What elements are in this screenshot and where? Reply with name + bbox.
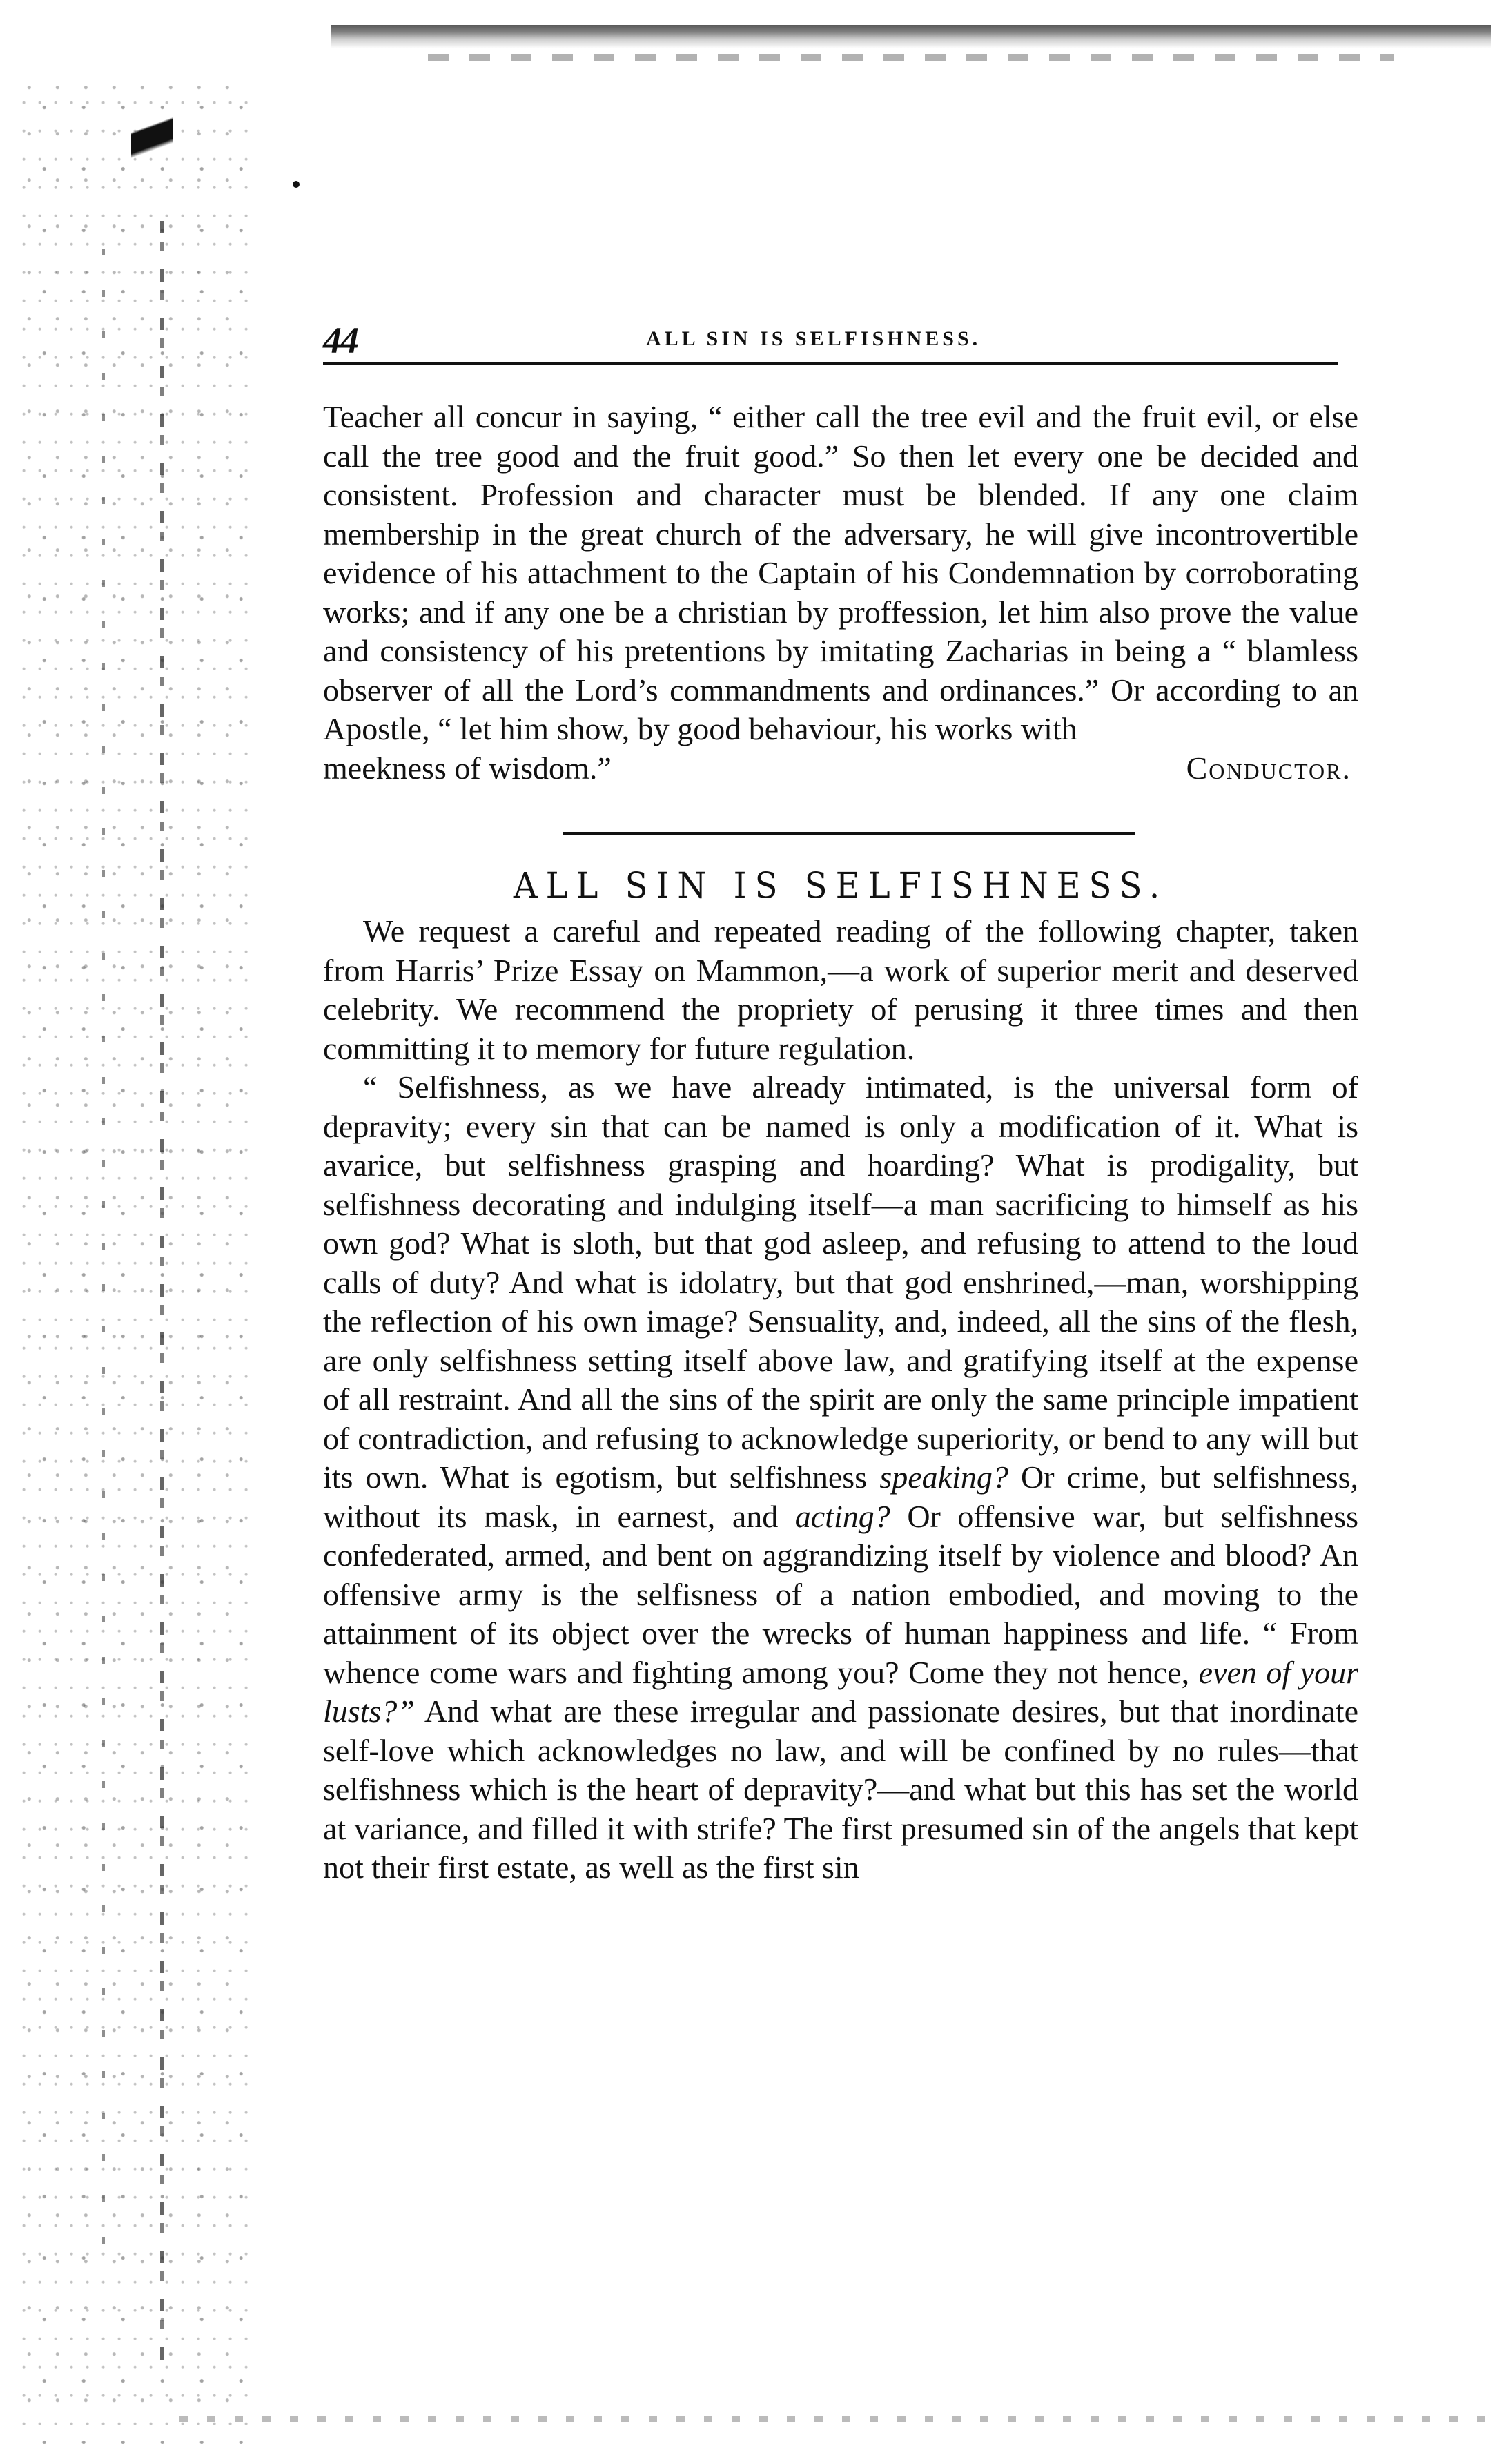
- quote-emphasis-lusts: even of your lusts?”: [323, 1654, 1358, 1729]
- quote-part-2: Or crime, but selfishness, without its mask, in earnest, and: [323, 1459, 1359, 1534]
- continued-last-line: meekness of wisdom.”: [323, 750, 612, 786]
- section-divider: [563, 832, 1135, 835]
- quote-emphasis-acting: acting?: [794, 1498, 890, 1534]
- running-title: ALL SIN IS SELFISHNESS.: [646, 327, 981, 350]
- scan-top-edge-noise: [428, 54, 1394, 61]
- quote-part-1: “ Selfishness, as we have already intimated, is the universal form of depravity; every sin that can be named is only a modification of it. What is avarice, but selfishness grasping and hoarding? What is prodigality, but selfishness decorating and indulging itself—a man sacrificing to himself as his own god? What is sloth, but that god asleep, and refusing to attend to the loud calls of duty? And what is idolatry, but that god enshrined,—man, worshipping the reflection of his own image? Sensuality, and, indeed, all the sins of the flesh, are only selfishness setting itself above law, and gratifying itself at the expense of all restraint. And all the sins of the spirit are only the same principle impatient of contradiction, and refusing to acknowledge superiority, or bend to any will but its own. What is egotism, but selfishness: [323, 1069, 1358, 1495]
- scan-dot: [293, 181, 300, 188]
- running-head: [323, 319, 1358, 361]
- scan-binding-line-2: [102, 249, 105, 2251]
- scan-binding-shadow: [21, 83, 248, 2444]
- quote-paragraph: [323, 1068, 1358, 1888]
- signature: Conductor.: [1186, 750, 1351, 786]
- scan-binding-line: [160, 221, 164, 2361]
- scan-corner-mark: [131, 97, 173, 200]
- article-heading: ALL SIN IS SELFISHNESS.: [513, 864, 1169, 907]
- page-number: 44: [323, 320, 358, 361]
- quote-part-3: Or offensive war, but selfishness confederated, armed, and bent on aggrandizing itself by violence and blood? An offensive army is the selfisness of a nation embodied, and moving to the attainment of its object over the wrecks of human happiness and life. “ From whence come wars and fighting among you? Come they not hence,: [323, 1498, 1359, 1690]
- quote-part-4: And what are these irregular and passionate desires, but that inordinate self-love which acknowledges no law, and will be confined by no rules—that selfishness which is the heart of depravity?—and what but this has set the world at variance, and filled it with strife? The first presumed sin of the angels that kept not their first estate, as well as the first sin: [323, 1694, 1359, 1885]
- signature-line: [323, 749, 1358, 788]
- continued-paragraph: [323, 398, 1358, 749]
- header-rule: [323, 362, 1338, 365]
- quote-emphasis-speaking: speaking?: [879, 1459, 1008, 1495]
- intro-paragraph: We request a careful and repeated reading of the following chapter, taken from Harris’ Prize Essay on Mammon,—a work of superior merit and deserved celebrity. We recommend the propriety of perusing it three times and then committing it to memory for future regulation.: [323, 913, 1358, 1066]
- scan-bottom-edge: [179, 2416, 1491, 2422]
- scan-top-edge: [331, 25, 1491, 48]
- book-page: [323, 319, 1358, 1888]
- continued-text: Teacher all concur in saying, “ either call the tree evil and the fruit evil, or else call the tree good and the fruit good.” So then let every one be decided and consistent. Profession and character must be blended. If any one claim membership in the great church of the adversary, he will give incontrovertible evidence of his attachment to the Captain of his Condemnation by corroborating works; and if any one be a christian by proffession, let him also prove the value and consistency of his pretentions by imitating Zacharias in being a “ blamless observer of all the Lord’s commandments and ordinances.” Or according to an Apostle, “ let him show, by good behaviour, his works with: [323, 399, 1358, 746]
